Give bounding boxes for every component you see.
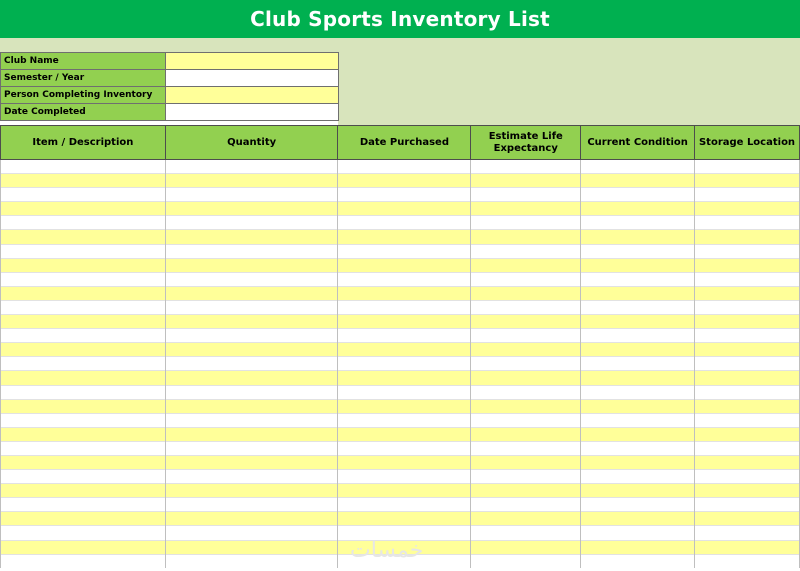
- cell-storage-location[interactable]: [695, 554, 800, 568]
- cell-storage-location[interactable]: [695, 540, 800, 554]
- cell-storage-location[interactable]: [695, 160, 800, 174]
- cell-current-condition[interactable]: [581, 484, 695, 498]
- table-row: [1, 244, 800, 258]
- cell-item-description[interactable]: [1, 329, 166, 343]
- cell-quantity[interactable]: [165, 371, 338, 385]
- cell-current-condition[interactable]: [581, 357, 695, 371]
- cell-date-purchased[interactable]: [338, 244, 471, 258]
- cell-estimate-life-expectancy[interactable]: [471, 258, 581, 272]
- cell-storage-location[interactable]: [695, 484, 800, 498]
- cell-current-condition[interactable]: [581, 540, 695, 554]
- title-bar: [0, 0, 800, 38]
- date-completed-label: Date Completed: [1, 104, 166, 121]
- cell-current-condition[interactable]: [581, 315, 695, 329]
- cell-item-description[interactable]: [1, 286, 166, 300]
- cell-date-purchased[interactable]: [338, 470, 471, 484]
- cell-storage-location[interactable]: [695, 455, 800, 469]
- cell-item-description[interactable]: [1, 357, 166, 371]
- table-row: [1, 258, 800, 272]
- cell-estimate-life-expectancy[interactable]: [471, 343, 581, 357]
- cell-estimate-life-expectancy[interactable]: [471, 470, 581, 484]
- cell-storage-location[interactable]: [695, 272, 800, 286]
- cell-date-purchased[interactable]: [338, 455, 471, 469]
- cell-date-purchased[interactable]: [338, 329, 471, 343]
- cell-item-description[interactable]: [1, 484, 166, 498]
- cell-item-description[interactable]: [1, 272, 166, 286]
- cell-quantity[interactable]: [165, 470, 338, 484]
- cell-quantity[interactable]: [165, 315, 338, 329]
- table-row: [1, 315, 800, 329]
- cell-current-condition[interactable]: [581, 371, 695, 385]
- table-row: [1, 498, 800, 512]
- table-row: [1, 272, 800, 286]
- cell-current-condition[interactable]: [581, 244, 695, 258]
- cell-storage-location[interactable]: [695, 202, 800, 216]
- cell-storage-location[interactable]: [695, 216, 800, 230]
- cell-estimate-life-expectancy[interactable]: [471, 300, 581, 314]
- cell-estimate-life-expectancy[interactable]: [471, 385, 581, 399]
- date-completed-field[interactable]: [166, 104, 339, 121]
- cell-quantity[interactable]: [165, 427, 338, 441]
- cell-estimate-life-expectancy[interactable]: [471, 315, 581, 329]
- table-row: [1, 286, 800, 300]
- inventory-header-row: [1, 126, 800, 160]
- cell-estimate-life-expectancy[interactable]: [471, 216, 581, 230]
- cell-storage-location[interactable]: [695, 498, 800, 512]
- table-row: [1, 441, 800, 455]
- table-row: [1, 343, 800, 357]
- cell-estimate-life-expectancy[interactable]: [471, 188, 581, 202]
- cell-item-description[interactable]: [1, 399, 166, 413]
- cell-storage-location[interactable]: [695, 357, 800, 371]
- cell-quantity[interactable]: [165, 554, 338, 568]
- cell-item-description[interactable]: [1, 540, 166, 554]
- cell-estimate-life-expectancy[interactable]: [471, 512, 581, 526]
- table-row: [1, 174, 800, 188]
- table-row: [1, 554, 800, 568]
- cell-estimate-life-expectancy[interactable]: [471, 484, 581, 498]
- cell-estimate-life-expectancy[interactable]: [471, 399, 581, 413]
- cell-item-description[interactable]: [1, 413, 166, 427]
- cell-quantity[interactable]: [165, 498, 338, 512]
- cell-date-purchased[interactable]: [338, 343, 471, 357]
- watermark: خمسات: [350, 538, 424, 563]
- cell-storage-location[interactable]: [695, 399, 800, 413]
- cell-estimate-life-expectancy[interactable]: [471, 329, 581, 343]
- cell-storage-location[interactable]: [695, 300, 800, 314]
- cell-item-description[interactable]: [1, 160, 166, 174]
- cell-estimate-life-expectancy[interactable]: [471, 286, 581, 300]
- info-row-club-name: [1, 53, 339, 70]
- cell-estimate-life-expectancy[interactable]: [471, 554, 581, 568]
- table-row: [1, 540, 800, 554]
- column-header-item-description: Item / Description: [1, 126, 166, 160]
- cell-date-purchased[interactable]: [338, 286, 471, 300]
- cell-date-purchased[interactable]: [338, 160, 471, 174]
- cell-current-condition[interactable]: [581, 441, 695, 455]
- cell-item-description[interactable]: [1, 174, 166, 188]
- cell-estimate-life-expectancy[interactable]: [471, 455, 581, 469]
- column-header-storage-location: Storage Location: [695, 126, 800, 160]
- cell-date-purchased[interactable]: [338, 315, 471, 329]
- cell-quantity[interactable]: [165, 455, 338, 469]
- table-row: [1, 329, 800, 343]
- cell-item-description[interactable]: [1, 455, 166, 469]
- cell-storage-location[interactable]: [695, 329, 800, 343]
- cell-quantity[interactable]: [165, 484, 338, 498]
- cell-date-purchased[interactable]: [338, 357, 471, 371]
- cell-current-condition[interactable]: [581, 258, 695, 272]
- cell-quantity[interactable]: [165, 216, 338, 230]
- cell-estimate-life-expectancy[interactable]: [471, 357, 581, 371]
- cell-estimate-life-expectancy[interactable]: [471, 272, 581, 286]
- cell-quantity[interactable]: [165, 343, 338, 357]
- cell-storage-location[interactable]: [695, 371, 800, 385]
- cell-storage-location[interactable]: [695, 470, 800, 484]
- cell-date-purchased[interactable]: [338, 300, 471, 314]
- cell-current-condition[interactable]: [581, 174, 695, 188]
- cell-quantity[interactable]: [165, 174, 338, 188]
- info-row-semester-year: [1, 70, 339, 87]
- cell-date-purchased[interactable]: [338, 258, 471, 272]
- cell-current-condition[interactable]: [581, 160, 695, 174]
- table-row: [1, 455, 800, 469]
- info-row-person-completing: [1, 87, 339, 104]
- cell-current-condition[interactable]: [581, 554, 695, 568]
- info-row-date-completed: [1, 104, 339, 121]
- cell-storage-location[interactable]: [695, 286, 800, 300]
- cell-estimate-life-expectancy[interactable]: [471, 174, 581, 188]
- cell-item-description[interactable]: [1, 427, 166, 441]
- cell-item-description[interactable]: [1, 371, 166, 385]
- table-row: [1, 470, 800, 484]
- cell-storage-location[interactable]: [695, 244, 800, 258]
- table-row: [1, 399, 800, 413]
- table-row: [1, 202, 800, 216]
- cell-storage-location[interactable]: [695, 413, 800, 427]
- cell-estimate-life-expectancy[interactable]: [471, 230, 581, 244]
- sheet-title: Club Sports Inventory List: [250, 7, 550, 31]
- cell-item-description[interactable]: [1, 202, 166, 216]
- cell-date-purchased[interactable]: [338, 272, 471, 286]
- cell-storage-location[interactable]: [695, 258, 800, 272]
- cell-quantity[interactable]: [165, 399, 338, 413]
- club-name-field[interactable]: [166, 53, 339, 70]
- table-row: [1, 526, 800, 540]
- cell-quantity[interactable]: [165, 272, 338, 286]
- cell-item-description[interactable]: [1, 216, 166, 230]
- cell-date-purchased[interactable]: [338, 174, 471, 188]
- cell-date-purchased[interactable]: [338, 230, 471, 244]
- cell-estimate-life-expectancy[interactable]: [471, 540, 581, 554]
- cell-current-condition[interactable]: [581, 385, 695, 399]
- cell-storage-location[interactable]: [695, 512, 800, 526]
- cell-item-description[interactable]: [1, 498, 166, 512]
- cell-item-description[interactable]: [1, 526, 166, 540]
- cell-estimate-life-expectancy[interactable]: [471, 244, 581, 258]
- inventory-body: [1, 160, 800, 569]
- cell-quantity[interactable]: [165, 160, 338, 174]
- inventory-table: [0, 125, 800, 568]
- cell-storage-location[interactable]: [695, 230, 800, 244]
- cell-storage-location[interactable]: [695, 427, 800, 441]
- club-name-label: Club Name: [1, 53, 166, 70]
- cell-date-purchased[interactable]: [338, 441, 471, 455]
- cell-storage-location[interactable]: [695, 174, 800, 188]
- cell-estimate-life-expectancy[interactable]: [471, 202, 581, 216]
- cell-quantity[interactable]: [165, 357, 338, 371]
- cell-quantity[interactable]: [165, 540, 338, 554]
- cell-current-condition[interactable]: [581, 498, 695, 512]
- cell-current-condition[interactable]: [581, 526, 695, 540]
- cell-storage-location[interactable]: [695, 385, 800, 399]
- cell-date-purchased[interactable]: [338, 427, 471, 441]
- table-row: [1, 413, 800, 427]
- cell-date-purchased[interactable]: [338, 385, 471, 399]
- cell-quantity[interactable]: [165, 329, 338, 343]
- table-row: [1, 385, 800, 399]
- cell-storage-location[interactable]: [695, 526, 800, 540]
- cell-item-description[interactable]: [1, 554, 166, 568]
- column-header-date-purchased: Date Purchased: [338, 126, 471, 160]
- cell-current-condition[interactable]: [581, 216, 695, 230]
- cell-current-condition[interactable]: [581, 286, 695, 300]
- cell-item-description[interactable]: [1, 315, 166, 329]
- cell-quantity[interactable]: [165, 244, 338, 258]
- cell-date-purchased[interactable]: [338, 216, 471, 230]
- cell-current-condition[interactable]: [581, 343, 695, 357]
- cell-date-purchased[interactable]: [338, 413, 471, 427]
- person-completing-label: Person Completing Inventory: [1, 87, 166, 104]
- cell-date-purchased[interactable]: [338, 512, 471, 526]
- cell-item-description[interactable]: [1, 385, 166, 399]
- cell-estimate-life-expectancy[interactable]: [471, 160, 581, 174]
- cell-item-description[interactable]: [1, 512, 166, 526]
- cell-date-purchased[interactable]: [338, 526, 471, 540]
- cell-storage-location[interactable]: [695, 441, 800, 455]
- cell-estimate-life-expectancy[interactable]: [471, 371, 581, 385]
- table-row: [1, 512, 800, 526]
- column-header-estimate-life-expectancy: Estimate Life Expectancy: [471, 126, 581, 160]
- cell-date-purchased[interactable]: [338, 484, 471, 498]
- cell-storage-location[interactable]: [695, 343, 800, 357]
- spacer-row: [0, 38, 800, 52]
- cell-item-description[interactable]: [1, 244, 166, 258]
- cell-quantity[interactable]: [165, 385, 338, 399]
- column-header-quantity: Quantity: [165, 126, 338, 160]
- cell-quantity[interactable]: [165, 512, 338, 526]
- cell-estimate-life-expectancy[interactable]: [471, 413, 581, 427]
- cell-current-condition[interactable]: [581, 329, 695, 343]
- cell-quantity[interactable]: [165, 526, 338, 540]
- table-row: [1, 371, 800, 385]
- cell-current-condition[interactable]: [581, 455, 695, 469]
- cell-estimate-life-expectancy[interactable]: [471, 427, 581, 441]
- cell-quantity[interactable]: [165, 413, 338, 427]
- cell-quantity[interactable]: [165, 230, 338, 244]
- cell-current-condition[interactable]: [581, 230, 695, 244]
- cell-current-condition[interactable]: [581, 300, 695, 314]
- semester-year-label: Semester / Year: [1, 70, 166, 87]
- cell-quantity[interactable]: [165, 441, 338, 455]
- cell-item-description[interactable]: [1, 300, 166, 314]
- cell-current-condition[interactable]: [581, 512, 695, 526]
- table-row: [1, 216, 800, 230]
- cell-storage-location[interactable]: [695, 315, 800, 329]
- cell-date-purchased[interactable]: [338, 399, 471, 413]
- cell-date-purchased[interactable]: [338, 202, 471, 216]
- cell-date-purchased[interactable]: [338, 554, 471, 568]
- info-table: [0, 52, 339, 121]
- table-row: [1, 188, 800, 202]
- info-background-panel: [338, 52, 800, 125]
- semester-year-field[interactable]: [166, 70, 339, 87]
- cell-quantity[interactable]: [165, 258, 338, 272]
- table-row: [1, 300, 800, 314]
- cell-estimate-life-expectancy[interactable]: [471, 498, 581, 512]
- cell-quantity[interactable]: [165, 286, 338, 300]
- cell-current-condition[interactable]: [581, 413, 695, 427]
- cell-estimate-life-expectancy[interactable]: [471, 441, 581, 455]
- cell-date-purchased[interactable]: [338, 540, 471, 554]
- cell-date-purchased[interactable]: [338, 371, 471, 385]
- cell-current-condition[interactable]: [581, 427, 695, 441]
- table-row: [1, 230, 800, 244]
- cell-current-condition[interactable]: [581, 399, 695, 413]
- cell-storage-location[interactable]: [695, 188, 800, 202]
- cell-current-condition[interactable]: [581, 188, 695, 202]
- table-row: [1, 357, 800, 371]
- cell-item-description[interactable]: [1, 343, 166, 357]
- column-header-current-condition: Current Condition: [581, 126, 695, 160]
- cell-current-condition[interactable]: [581, 272, 695, 286]
- cell-item-description[interactable]: [1, 188, 166, 202]
- table-row: [1, 484, 800, 498]
- table-row: [1, 160, 800, 174]
- table-row: [1, 427, 800, 441]
- cell-item-description[interactable]: [1, 470, 166, 484]
- cell-date-purchased[interactable]: [338, 188, 471, 202]
- cell-date-purchased[interactable]: [338, 498, 471, 512]
- cell-quantity[interactable]: [165, 188, 338, 202]
- cell-item-description[interactable]: [1, 258, 166, 272]
- cell-estimate-life-expectancy[interactable]: [471, 526, 581, 540]
- cell-current-condition[interactable]: [581, 202, 695, 216]
- person-completing-field[interactable]: [166, 87, 339, 104]
- cell-quantity[interactable]: [165, 202, 338, 216]
- cell-current-condition[interactable]: [581, 470, 695, 484]
- cell-item-description[interactable]: [1, 441, 166, 455]
- cell-quantity[interactable]: [165, 300, 338, 314]
- cell-item-description[interactable]: [1, 230, 166, 244]
